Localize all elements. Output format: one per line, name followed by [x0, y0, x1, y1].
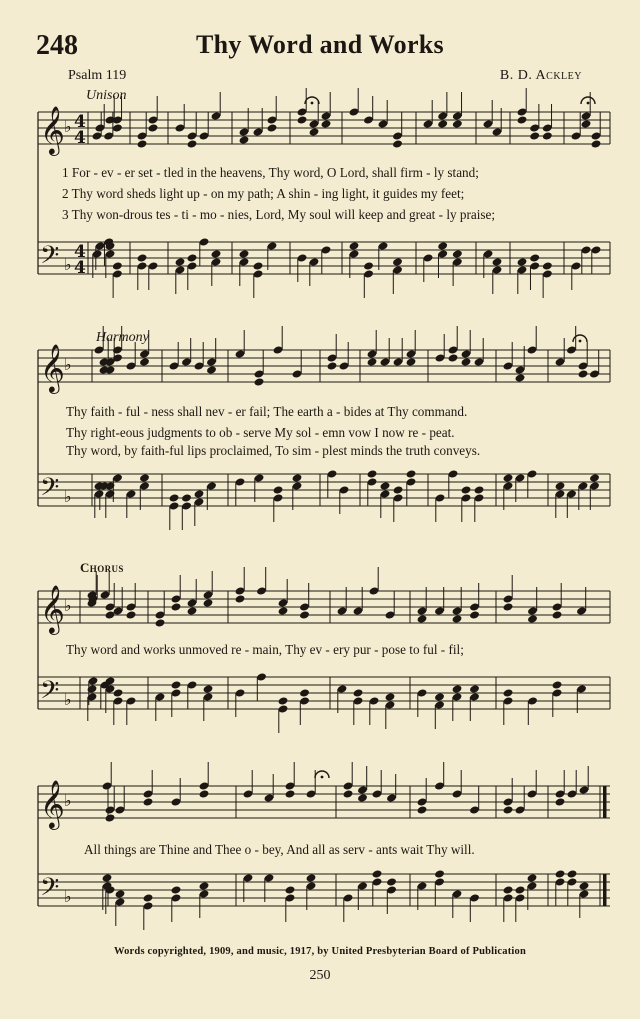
treble-note-head [285, 789, 296, 798]
bass-clef: 𝄢 [40, 676, 60, 711]
bass-note-head [406, 469, 417, 478]
treble-note-head [555, 797, 566, 806]
bass-note-head [181, 493, 192, 502]
bass-note-head [175, 257, 186, 266]
treble-time-top: 4 [74, 112, 86, 132]
section-label-chorus: Chorus [80, 560, 124, 575]
treble-note-head [321, 119, 332, 128]
treble-note-head [155, 618, 166, 627]
treble-note-head [529, 131, 540, 140]
bass-note-head [187, 253, 198, 262]
treble-staff [38, 762, 610, 830]
treble-note-head [367, 357, 378, 366]
treble-note-head [417, 805, 428, 814]
bass-note-head [393, 485, 404, 494]
treble-note-head [239, 135, 250, 144]
bass-note-head [567, 869, 578, 878]
bass-clef: 𝄢 [40, 241, 60, 276]
treble-note-head [406, 357, 417, 366]
bass-key-flat: ♭ [64, 487, 72, 506]
bass-note-head [542, 261, 553, 270]
treble-note-head [591, 139, 602, 148]
treble-note-head [527, 614, 538, 623]
treble-staff [38, 567, 610, 635]
bass-note-head [171, 885, 182, 894]
bass-note-head [353, 688, 364, 697]
treble-note-head [139, 357, 150, 366]
bass-staff [38, 869, 610, 930]
bass-note-head [552, 680, 563, 689]
treble-clef: 𝄞 [40, 105, 65, 154]
lyric-line-2-2: Thy right-eous judgments to ob - serve My sol - emn vow I now re - peat. [66, 425, 455, 440]
bass-note-head [306, 873, 317, 882]
bass-note-head [137, 253, 148, 262]
bass-note-head [434, 869, 445, 878]
bass-note-head [112, 261, 123, 270]
bass-clef: 𝄢 [40, 873, 60, 908]
lyric-line-1-3: 3 Thy won-drous tes - ti - mo - nies, Lord, My soul will keep and great - ly praise; [62, 207, 496, 222]
bass-note-head [503, 473, 514, 482]
bass-note-head [527, 873, 538, 882]
treble-note-head [126, 610, 137, 619]
treble-key-flat: ♭ [64, 791, 72, 810]
treble-note-head [327, 361, 338, 370]
treble-note-head [515, 373, 526, 382]
treble-note-head [437, 119, 448, 128]
treble-time-bottom: 4 [74, 128, 86, 148]
treble-clef: 𝄞 [40, 779, 65, 828]
bass-note-head [299, 688, 310, 697]
treble-note-head [503, 602, 514, 611]
treble-clef: 𝄞 [40, 584, 65, 633]
treble-note-head [187, 139, 198, 148]
treble-note-head [254, 377, 265, 386]
bass-note-head [452, 249, 463, 258]
treble-note-head [199, 789, 210, 798]
bass-note-head [474, 485, 485, 494]
composer-credit: B. D. Ackley [499, 68, 582, 83]
bass-time-bottom: 4 [74, 258, 86, 278]
treble-note-head [203, 598, 214, 607]
system-4-staves [0, 780, 640, 940]
lyric-line-1-2: 2 Thy word sheds light up - on my path; A shin - ing light, it guides my feet; [62, 186, 465, 201]
bass-note-head [113, 688, 124, 697]
section-label-unison: Unison [86, 88, 127, 103]
treble-note-head [299, 610, 310, 619]
treble-note-head [469, 610, 480, 619]
bass-key-flat: ♭ [64, 255, 72, 274]
section-label-harmony: Harmony [96, 330, 149, 345]
treble-final-bar [603, 786, 607, 818]
bass-note-head [349, 241, 360, 250]
bass-note-head [392, 257, 403, 266]
bass-note-head [589, 473, 600, 482]
treble-note-head [503, 805, 514, 814]
bass-note-head [503, 885, 514, 894]
bass-note-head [87, 684, 98, 693]
bass-note-head [115, 889, 126, 898]
bass-note-head [452, 684, 463, 693]
bass-note-head [199, 881, 210, 890]
bass-staff [38, 672, 610, 733]
bass-note-head [434, 692, 445, 701]
fermata-dot [587, 102, 590, 105]
bass-note-head [239, 249, 250, 258]
treble-note-head [542, 131, 553, 140]
bass-note-head [203, 684, 214, 693]
treble-note-head [461, 357, 472, 366]
treble-note-head [137, 139, 148, 148]
treble-note-head [148, 123, 159, 132]
hymn-title: Thy Word and Works [196, 30, 444, 59]
fermata-dot [321, 776, 324, 779]
bass-note-head [579, 881, 590, 890]
treble-note-head [452, 119, 463, 128]
treble-note-head [552, 610, 563, 619]
bass-note-head [285, 885, 296, 894]
fermata-dot [311, 102, 314, 105]
bass-note-head [102, 873, 113, 882]
bass-note-head [367, 469, 378, 478]
lyric-line-3-1: Thy word and works unmoved re - main, Thy ev - ery pur - pose to ful - fil; [66, 642, 464, 657]
bass-note-head [194, 489, 205, 498]
treble-note-head [578, 369, 589, 378]
treble-note-head [187, 606, 198, 615]
treble-note-head [452, 614, 463, 623]
bass-note-head [292, 473, 303, 482]
bass-note-head [372, 869, 383, 878]
bass-note-head [437, 241, 448, 250]
treble-note-head [206, 365, 217, 374]
treble-note-head [417, 614, 428, 623]
bass-note-head [492, 257, 503, 266]
bass-note-head [517, 257, 528, 266]
system-2-staves [0, 342, 640, 542]
treble-note-head [235, 594, 246, 603]
fermata-dot [579, 340, 582, 343]
bass-clef: 𝄢 [40, 473, 60, 508]
treble-clef: 𝄞 [40, 343, 65, 392]
bass-note-head [469, 684, 480, 693]
bass-note-head [211, 249, 222, 258]
bass-note-head [273, 485, 284, 494]
copyright-notice: Words copyrighted, 1909, and music, 1917, by United Presbyterian Board of Publication [113, 946, 527, 957]
lyric-line-2-1: Thy faith - ful - ness shall nev - er fail; The earth a - bides at Thy command. [66, 404, 468, 419]
treble-note-head [171, 602, 182, 611]
bass-note-head [385, 692, 396, 701]
treble-key-flat: ♭ [64, 355, 72, 374]
bass-note-head [386, 877, 397, 886]
bass-note-head [529, 253, 540, 262]
treble-note-head [392, 139, 403, 148]
bass-final-bar [603, 874, 607, 906]
treble-note-head [278, 606, 289, 615]
bass-note-head [169, 493, 180, 502]
bass-key-flat: ♭ [64, 887, 72, 906]
treble-note-head [112, 123, 123, 132]
bass-staff [38, 469, 610, 530]
treble-note-head [448, 353, 459, 362]
lyric-line-1-1: 1 For - ev - er set - tled in the heavens, Thy word, O Lord, shall firm - ly stand; [62, 165, 479, 180]
treble-key-flat: ♭ [64, 117, 72, 136]
bass-note-head [503, 688, 514, 697]
treble-note-head [309, 127, 320, 136]
bass-note-head [515, 885, 526, 894]
bass-note-head [143, 893, 154, 902]
treble-note-head [581, 119, 592, 128]
treble-note-head [343, 789, 354, 798]
treble-note-head [357, 793, 368, 802]
bass-time-top: 4 [74, 242, 86, 262]
bass-note-head [363, 261, 374, 270]
treble-note-head [143, 797, 154, 806]
bass-staff [38, 237, 610, 298]
bass-note-head [139, 473, 150, 482]
bass-note-head [461, 485, 472, 494]
lyric-line-2-3: Thy word, by faith-ful lips proclaimed, To sim - plest minds the truth conveys. [66, 443, 481, 458]
treble-key-flat: ♭ [64, 596, 72, 615]
bass-note-head [253, 261, 264, 270]
scripture-source: Psalm 119 [68, 68, 127, 83]
treble-note-head [105, 813, 116, 822]
bass-key-flat: ♭ [64, 690, 72, 709]
treble-note-head [517, 115, 528, 124]
page-number: 250 [309, 968, 331, 983]
bass-note-head [555, 481, 566, 490]
bass-note-head [171, 680, 182, 689]
treble-note-head [267, 123, 278, 132]
system-3-staves [0, 585, 640, 745]
lyric-line-4-1: All things are Thine and Thee o - bey, And all as serv - ants wait Thy will. [84, 842, 475, 857]
bass-note-head [380, 481, 391, 490]
treble-note-head [297, 115, 308, 124]
hymn-number: 248 [36, 30, 78, 61]
bass-note-head [278, 696, 289, 705]
bass-note-head [555, 869, 566, 878]
